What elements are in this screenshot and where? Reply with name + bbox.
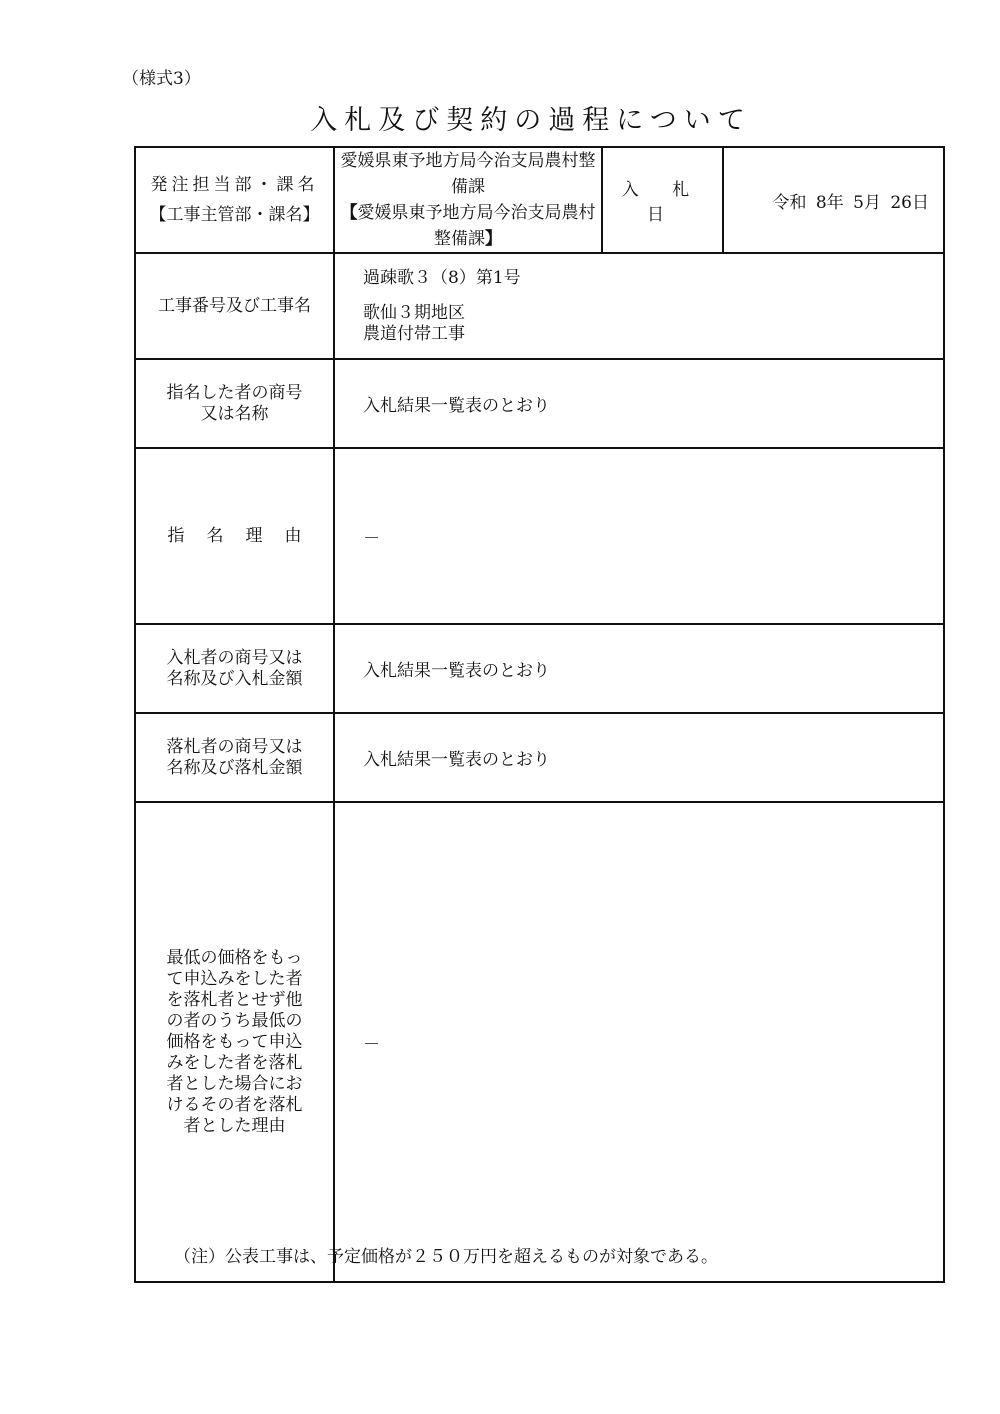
work-name-1: 歌仙３期地区 [363, 302, 465, 323]
bidder-label-cell [135, 624, 334, 713]
winner-label-cell [135, 713, 334, 802]
bidder-value: 入札結果一覧表のとおり [334, 624, 944, 713]
bid-date-value: 令和 8年 5月 26日 [723, 147, 944, 253]
nominee-value: 入札結果一覧表のとおり [334, 359, 944, 448]
footnote: （注）公表工事は、予定価格が２５０万円を超えるものが対象である。 [174, 1247, 718, 1267]
bidder-label-2: 名称及び入札金額 [166, 668, 303, 689]
winner-row [135, 713, 944, 802]
winner-value: 入札結果一覧表のとおり [334, 713, 944, 802]
exception-label-cell [135, 802, 334, 1282]
header-row [135, 147, 944, 253]
winner-label-1: 落札者の商号又は [166, 736, 303, 757]
nominee-row [135, 359, 944, 448]
nominee-label-cell [135, 359, 334, 448]
nominee-label-2: 又は名称 [200, 403, 269, 424]
reason-row [135, 448, 944, 624]
work-name-2: 農道付帯工事 [363, 323, 465, 344]
exception-label-line: 最低の価格をもっ [166, 947, 303, 968]
exception-label-line: 者とした理由 [183, 1115, 286, 1136]
dept-value-1: 愛媛県東予地方局今治支局農村整備課 [340, 151, 596, 197]
work-row [135, 253, 944, 359]
work-number: 過疎歌３（8）第1号 [363, 267, 521, 288]
form-id: （様式3） [122, 69, 201, 89]
page-title: 入札及び契約の過程について [310, 105, 752, 136]
exception-label-line: けるその者を落札 [166, 1094, 303, 1115]
work-value-cell [334, 253, 944, 359]
dept-value-cell [334, 147, 602, 253]
bracket-open: 【 [340, 203, 358, 223]
bid-date-label: 入 札 日 [602, 147, 723, 253]
dept-label-1: 発注担当部・課名 [150, 175, 319, 195]
dept-value-2-line [335, 200, 601, 252]
dept-value-2: 愛媛県東予地方局今治支局農村整備課 [357, 203, 596, 249]
bidder-row [135, 624, 944, 713]
exception-label-line: て申込みをした者 [166, 968, 303, 989]
winner-label-2: 名称及び落札金額 [166, 757, 303, 778]
exception-label-line: みをした者を落札 [166, 1052, 303, 1073]
exception-label-line: 価格をもって申込 [166, 1031, 303, 1052]
dept-label-2: 【工事主管部・課名】 [149, 205, 320, 225]
reason-label: 指名理由 [135, 448, 334, 624]
bidder-label-1: 入札者の商号又は [166, 647, 303, 668]
exception-value: － [334, 802, 944, 1282]
reason-value: － [334, 448, 944, 624]
exception-label-line: の者のうち最低の [166, 1010, 303, 1031]
exception-label-line: を落札者とせず他 [166, 989, 303, 1010]
nominee-label-1: 指名した者の商号 [166, 382, 303, 403]
bracket-close: 】 [485, 229, 502, 249]
work-label: 工事番号及び工事名 [135, 253, 334, 359]
process-table [134, 146, 945, 1283]
exception-label-line: 者とした場合にお [166, 1073, 303, 1094]
dept-label-cell [135, 147, 334, 253]
exception-row [135, 802, 944, 1282]
